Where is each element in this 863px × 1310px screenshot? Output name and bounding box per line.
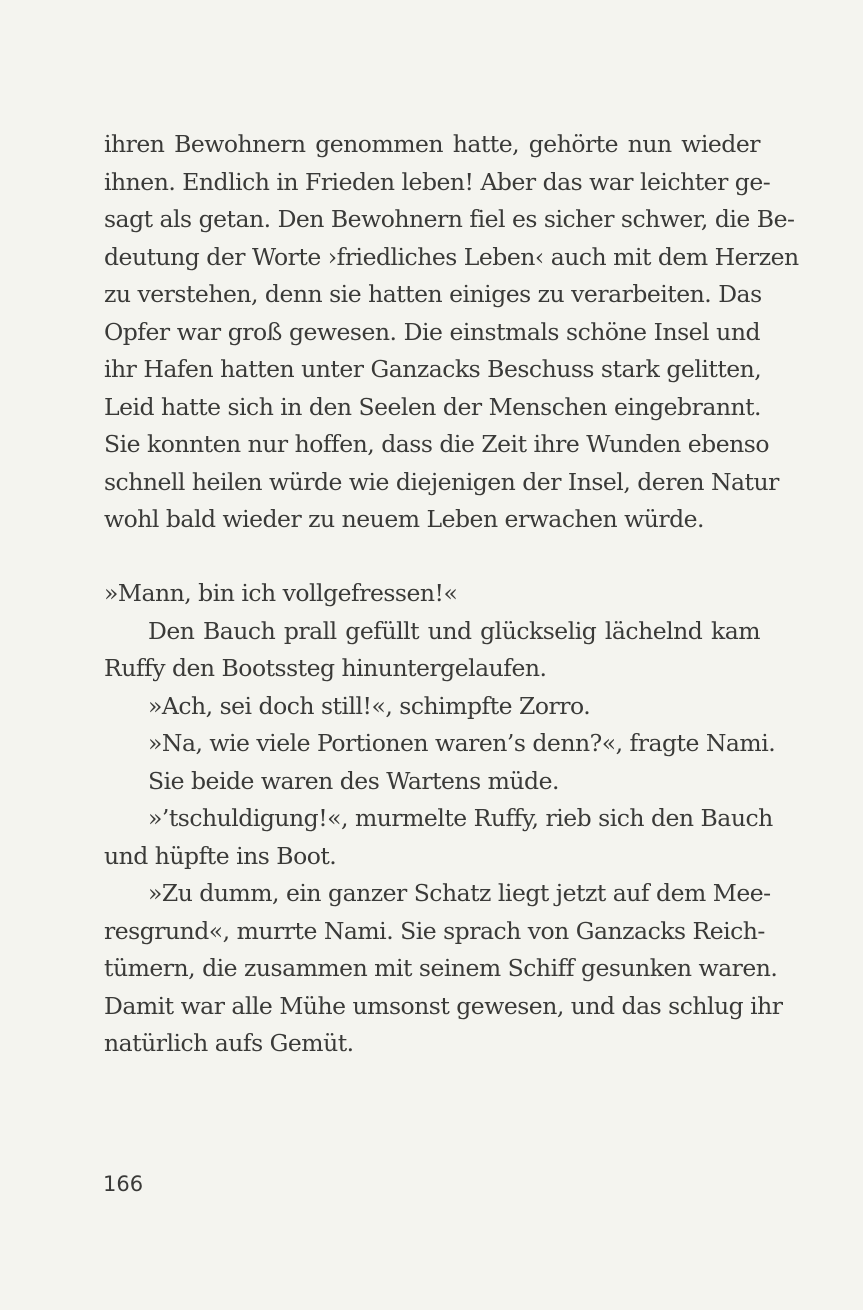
text-line: »Zu dumm, ein ganzer Schatz liegt jetzt auf dem Mee-: [148, 879, 771, 907]
paragraph-2: [104, 575, 783, 1063]
text-line: resgrund«, murrte Nami. Sie sprach von Ganzacks Reich-: [104, 916, 765, 945]
text-line: tümern, die zusammen mit seinem Schiff gesunken waren.: [104, 954, 778, 982]
text-line: Damit war alle Mühe umsonst gewesen, und das schlug ihr: [104, 991, 783, 1020]
text-line: »Ach, sei doch still!«, schimpfte Zorro.: [148, 691, 591, 720]
text-line: Den Bauch prall gefüllt und glückselig lächelnd kam: [148, 616, 760, 645]
text-line: ihr Hafen hatten unter Ganzacks Beschuss stark gelitten,: [104, 355, 762, 383]
text-line: »Na, wie viele Portionen waren’s denn?«, fragte Nami.: [148, 729, 776, 757]
text-line: »Mann, bin ich vollgefressen!«: [104, 579, 458, 607]
text-line: sagt als getan. Den Bewohnern fiel es sicher schwer, die Be-: [104, 205, 795, 233]
text-line: natürlich aufs Gemüt.: [104, 1029, 354, 1057]
text-line: Opfer war groß gewesen. Die einstmals schöne Insel und: [104, 317, 760, 346]
text-line: »’tschuldigung!«, murmelte Ruffy, rieb sich den Bauch: [148, 804, 773, 832]
text-line: schnell heilen würde wie diejenigen der Insel, deren Natur: [104, 467, 779, 496]
text-line: wohl bald wieder zu neuem Leben erwachen würde.: [104, 505, 705, 533]
text-line: Ruffy den Bootssteg hinuntergelaufen.: [104, 654, 547, 682]
text-line: ihren Bewohnern genommen hatte, gehörte nun wieder: [104, 130, 760, 158]
text-line: Sie konnten nur hoffen, dass die Zeit ihre Wunden ebenso: [104, 430, 769, 458]
text-line: Sie beide waren des Wartens müde.: [148, 766, 559, 795]
text-line: zu verstehen, denn sie hatten einiges zu verarbeiten. Das: [104, 280, 762, 308]
text-line: und hüpfte ins Boot.: [104, 841, 337, 870]
page-number: 166: [103, 1172, 144, 1196]
text-line: deutung der Worte ›friedliches Leben‹ auch mit dem Herzen: [104, 242, 799, 271]
paragraph-1: [104, 126, 799, 539]
text-line: ihnen. Endlich in Frieden leben! Aber das war leichter ge-: [104, 167, 771, 196]
text-line: Leid hatte sich in den Seelen der Menschen eingebrannt.: [104, 392, 762, 421]
